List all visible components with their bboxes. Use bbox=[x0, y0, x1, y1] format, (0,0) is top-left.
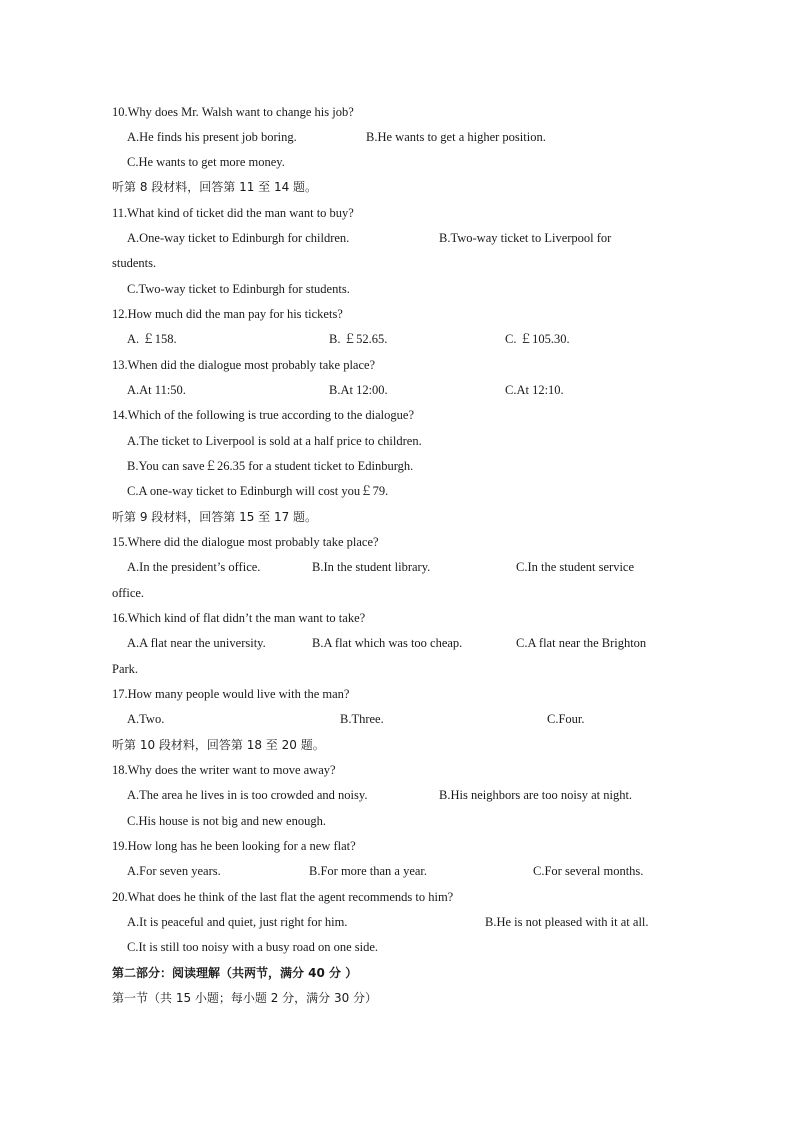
q20-option-b: B.He is not pleased with it at all. bbox=[485, 915, 649, 929]
q10-option-b: B.He wants to get a higher position. bbox=[366, 130, 546, 144]
q17-option-c: C.Four. bbox=[547, 712, 585, 726]
q11-option-a: A.One-way ticket to Edinburgh for children. bbox=[127, 231, 350, 245]
q12-stem: 12.How much did the man pay for his tickets? bbox=[112, 307, 343, 321]
part-2-heading: 第二部分：阅读理解（共两节，满分 40 分 ） bbox=[112, 966, 358, 980]
q19-option-a: A.For seven years. bbox=[127, 864, 221, 878]
q19-option-b: B.For more than a year. bbox=[309, 864, 428, 878]
q11-stem: 11.What kind of ticket did the man want to buy? bbox=[112, 206, 354, 220]
q13-option-a: A.At 11:50. bbox=[127, 383, 186, 397]
q12-option-b: B. ￡52.65. bbox=[329, 332, 388, 346]
q18-option-b: B.His neighbors are too noisy at night. bbox=[439, 788, 633, 802]
q11-option-b-continued: students. bbox=[112, 256, 157, 270]
q18-option-c: C.His house is not big and new enough. bbox=[127, 814, 326, 828]
q18-stem: 18.Why does the writer want to move away? bbox=[112, 763, 336, 777]
q20-option-a: A.It is peaceful and quiet, just right for him. bbox=[127, 915, 348, 929]
q19-stem: 19.How long has he been looking for a new flat? bbox=[112, 839, 356, 853]
q13-stem: 13.When did the dialogue most probably take place? bbox=[112, 358, 376, 372]
q16-option-c: C.A flat near the Brighton bbox=[516, 636, 647, 650]
q12-option-a: A. ￡158. bbox=[127, 332, 177, 346]
q12-option-c: C. ￡105.30. bbox=[505, 332, 570, 346]
q15-option-c-continued: office. bbox=[112, 586, 145, 600]
q16-option-a: A.A flat near the university. bbox=[127, 636, 266, 650]
q16-option-b: B.A flat which was too cheap. bbox=[312, 636, 463, 650]
q16-option-c-continued: Park. bbox=[112, 662, 139, 676]
q15-stem: 15.Where did the dialogue most probably take place? bbox=[112, 535, 379, 549]
q14-option-c: C.A one-way ticket to Edinburgh will cost you￡79. bbox=[127, 484, 389, 498]
q10-option-c: C.He wants to get more money. bbox=[127, 155, 285, 169]
q14-option-b: B.You can save￡26.35 for a student ticket to Edinburgh. bbox=[127, 459, 414, 473]
q11-option-b: B.Two-way ticket to Liverpool for bbox=[439, 231, 612, 245]
q17-stem: 17.How many people would live with the man? bbox=[112, 687, 350, 701]
q13-option-c: C.At 12:10. bbox=[505, 383, 564, 397]
q15-option-c: C.In the student service bbox=[516, 560, 635, 574]
q20-option-c: C.It is still too noisy with a busy road on one side. bbox=[127, 940, 379, 954]
q19-option-c: C.For several months. bbox=[533, 864, 644, 878]
q14-option-a: A.The ticket to Liverpool is sold at a half price to children. bbox=[127, 434, 422, 448]
q13-option-b: B.At 12:00. bbox=[329, 383, 388, 397]
q17-option-a: A.Two. bbox=[127, 712, 165, 726]
q20-stem: 20.What does he think of the last flat the agent recommends to him? bbox=[112, 890, 454, 904]
q11-option-c: C.Two-way ticket to Edinburgh for students. bbox=[127, 282, 350, 296]
q10-option-a: A.He finds his present job boring. bbox=[127, 130, 297, 144]
section-8-instruction: 听第 8 段材料，回答第 11 至 14 题。 bbox=[112, 180, 318, 194]
q14-stem: 14.Which of the following is true according to the dialogue? bbox=[112, 408, 414, 422]
q10-stem: 10.Why does Mr. Walsh want to change his job? bbox=[112, 105, 354, 119]
q15-option-b: B.In the student library. bbox=[312, 560, 431, 574]
section-9-instruction: 听第 9 段材料，回答第 15 至 17 题。 bbox=[112, 510, 318, 524]
q16-stem: 16.Which kind of flat didn’t the man want to take? bbox=[112, 611, 366, 625]
part-2-section-1-heading: 第一节（共 15 小题；每小题 2 分，满分 30 分） bbox=[112, 991, 378, 1005]
section-10-instruction: 听第 10 段材料，回答第 18 至 20 题。 bbox=[112, 738, 325, 752]
q17-option-b: B.Three. bbox=[340, 712, 384, 726]
q18-option-a: A.The area he lives in is too crowded and noisy. bbox=[127, 788, 368, 802]
q15-option-a: A.In the president’s office. bbox=[127, 560, 261, 574]
